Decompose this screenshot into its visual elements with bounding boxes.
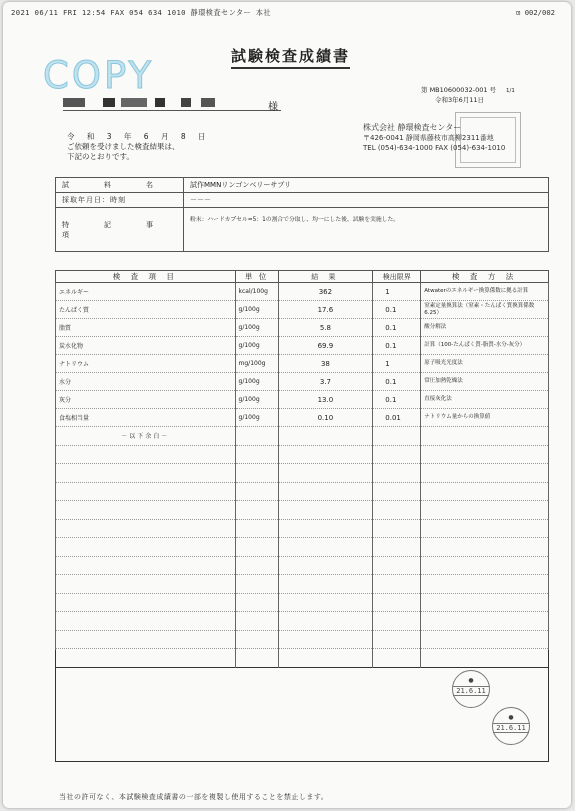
- sample-info-table: [55, 177, 549, 252]
- document-number: 第 MB10600032-001 号: [421, 86, 497, 94]
- row-result: 17.6: [278, 301, 373, 319]
- row-result: 3.7: [278, 373, 373, 391]
- table-row: [56, 427, 549, 446]
- blank-row: [56, 575, 549, 594]
- blank-row: [56, 593, 549, 612]
- table-row: [56, 409, 549, 427]
- copy-watermark: COPY: [43, 54, 155, 97]
- row-result: 0.10: [278, 409, 373, 427]
- row-limit: 0.1: [373, 337, 421, 355]
- notes-label: 特 記 事 項: [56, 208, 184, 252]
- blank-row: [56, 556, 549, 575]
- row-result: 38: [278, 355, 373, 373]
- intro-line-1: ご依頼を受けました検査結果は、: [67, 142, 180, 151]
- results-header-row: [56, 271, 549, 283]
- row-unit: g/100g: [235, 373, 278, 391]
- row-method: 常圧加熱乾燥法: [421, 373, 549, 391]
- row-limit: 1: [373, 283, 421, 301]
- sample-name-value: 試作MMNリンゴンベリーサプリ: [184, 178, 549, 193]
- document-title: 試験検査成績書: [231, 45, 350, 69]
- row-item: 炭水化物: [56, 337, 236, 355]
- table-row: [56, 319, 549, 337]
- blank-row: [56, 482, 549, 501]
- row-method: 計算（100-たんぱく質-脂質-水分-灰分）: [421, 337, 549, 355]
- header-limit: 検出限界: [373, 271, 421, 283]
- inspector-seal-1: ● 21.6.11: [452, 670, 490, 708]
- blank-row: [56, 612, 549, 631]
- sampling-datetime-value: －－－: [184, 193, 549, 208]
- table-row: [56, 283, 549, 301]
- footer-notice: 当社の許可なく、本試験検査成績書の一部を複製し使用することを禁止します。: [59, 793, 329, 801]
- intro-line-2: 下記のとおりです。: [67, 152, 134, 161]
- header-result: 結 果: [278, 271, 373, 283]
- blank-row: [56, 630, 549, 649]
- fax-page: [3, 2, 571, 808]
- row-method: 原子吸光光度法: [421, 355, 549, 373]
- recipient-suffix: 様: [268, 102, 278, 113]
- row-method: 窒素定量換算法（窒素・たんぱく質換算係数6.25）: [421, 301, 549, 319]
- table-row: [56, 301, 549, 319]
- header-item: 検 査 項 目: [56, 271, 236, 283]
- row-limit: 0.01: [373, 409, 421, 427]
- row-unit: kcal/100g: [235, 283, 278, 301]
- intro-block: [67, 132, 211, 162]
- row-item: 灰分: [56, 391, 236, 409]
- company-address: 〒426-0041 静岡県藤枝市高柳2311番地: [363, 134, 494, 142]
- company-block: [363, 123, 505, 153]
- fax-page-icon: ⊡: [516, 8, 521, 17]
- row-limit: 0.1: [373, 319, 421, 337]
- row-result: 362: [278, 283, 373, 301]
- row-method: Atwaterのエネルギー換算係数に拠る計算: [421, 283, 549, 301]
- row-item: ナトリウム: [56, 355, 236, 373]
- row-item: 食塩相当量: [56, 409, 236, 427]
- row-limit: 1: [373, 355, 421, 373]
- row-limit: 0.1: [373, 391, 421, 409]
- blank-row: [56, 501, 549, 520]
- table-row: [56, 355, 549, 373]
- table-row: [56, 373, 549, 391]
- table-row: [56, 391, 549, 409]
- row-unit: g/100g: [235, 301, 278, 319]
- row-item: 水分: [56, 373, 236, 391]
- row-result: 5.8: [278, 319, 373, 337]
- sample-name-label: 試 料 名: [56, 178, 184, 193]
- row-item: たんぱく質: [56, 301, 236, 319]
- fax-page-number: ⊡ 002/002: [516, 8, 555, 17]
- company-name: 株式会社 静環検査センター: [363, 123, 462, 132]
- company-contact: TEL (054)-634-1000 FAX (054)-634-1010: [363, 144, 506, 152]
- row-unit: g/100g: [235, 391, 278, 409]
- row-method: ナトリウム量からの換算値: [421, 409, 549, 427]
- recipient-underline: [63, 110, 281, 111]
- row-method: 酸分解法: [421, 319, 549, 337]
- sampling-datetime-label: 採取年月日：時刻: [56, 193, 184, 208]
- row-result: 69.9: [278, 337, 373, 355]
- table-row: [56, 337, 549, 355]
- blank-row: [56, 464, 549, 483]
- notes-value: 粉末：ハードカプセル=5：1の割合で分取し、均一にした後、試験を実施した。: [184, 208, 549, 252]
- page-mark: 1/1: [506, 88, 515, 94]
- row-item: 脂質: [56, 319, 236, 337]
- row-limit: 0.1: [373, 373, 421, 391]
- results-table: [55, 270, 549, 668]
- row-item: エネルギー: [56, 283, 236, 301]
- end-marker: －以下余白－: [56, 427, 236, 446]
- row-unit: g/100g: [235, 409, 278, 427]
- row-unit: mg/100g: [235, 355, 278, 373]
- row-unit: g/100g: [235, 319, 278, 337]
- blank-row: [56, 445, 549, 464]
- row-method: 直接灰化法: [421, 391, 549, 409]
- blank-row: [56, 519, 549, 538]
- row-result: 13.0: [278, 391, 373, 409]
- row-unit: g/100g: [235, 337, 278, 355]
- header-unit: 単 位: [235, 271, 278, 283]
- request-date: 令 和 3 年 6 月 8 日: [67, 132, 211, 141]
- header-method: 検 査 方 法: [421, 271, 549, 283]
- inspector-seal-2: ● 21.6.11: [492, 707, 530, 745]
- issue-date: 令和3年6月11日: [435, 96, 485, 104]
- fax-header: 2021 06/11 FRI 12:54 FAX 054 634 1010 静環検査センター 本社: [11, 8, 271, 17]
- blank-row: [56, 538, 549, 557]
- row-limit: 0.1: [373, 301, 421, 319]
- redacted-recipient: [63, 98, 231, 108]
- document-number-block: [421, 86, 515, 105]
